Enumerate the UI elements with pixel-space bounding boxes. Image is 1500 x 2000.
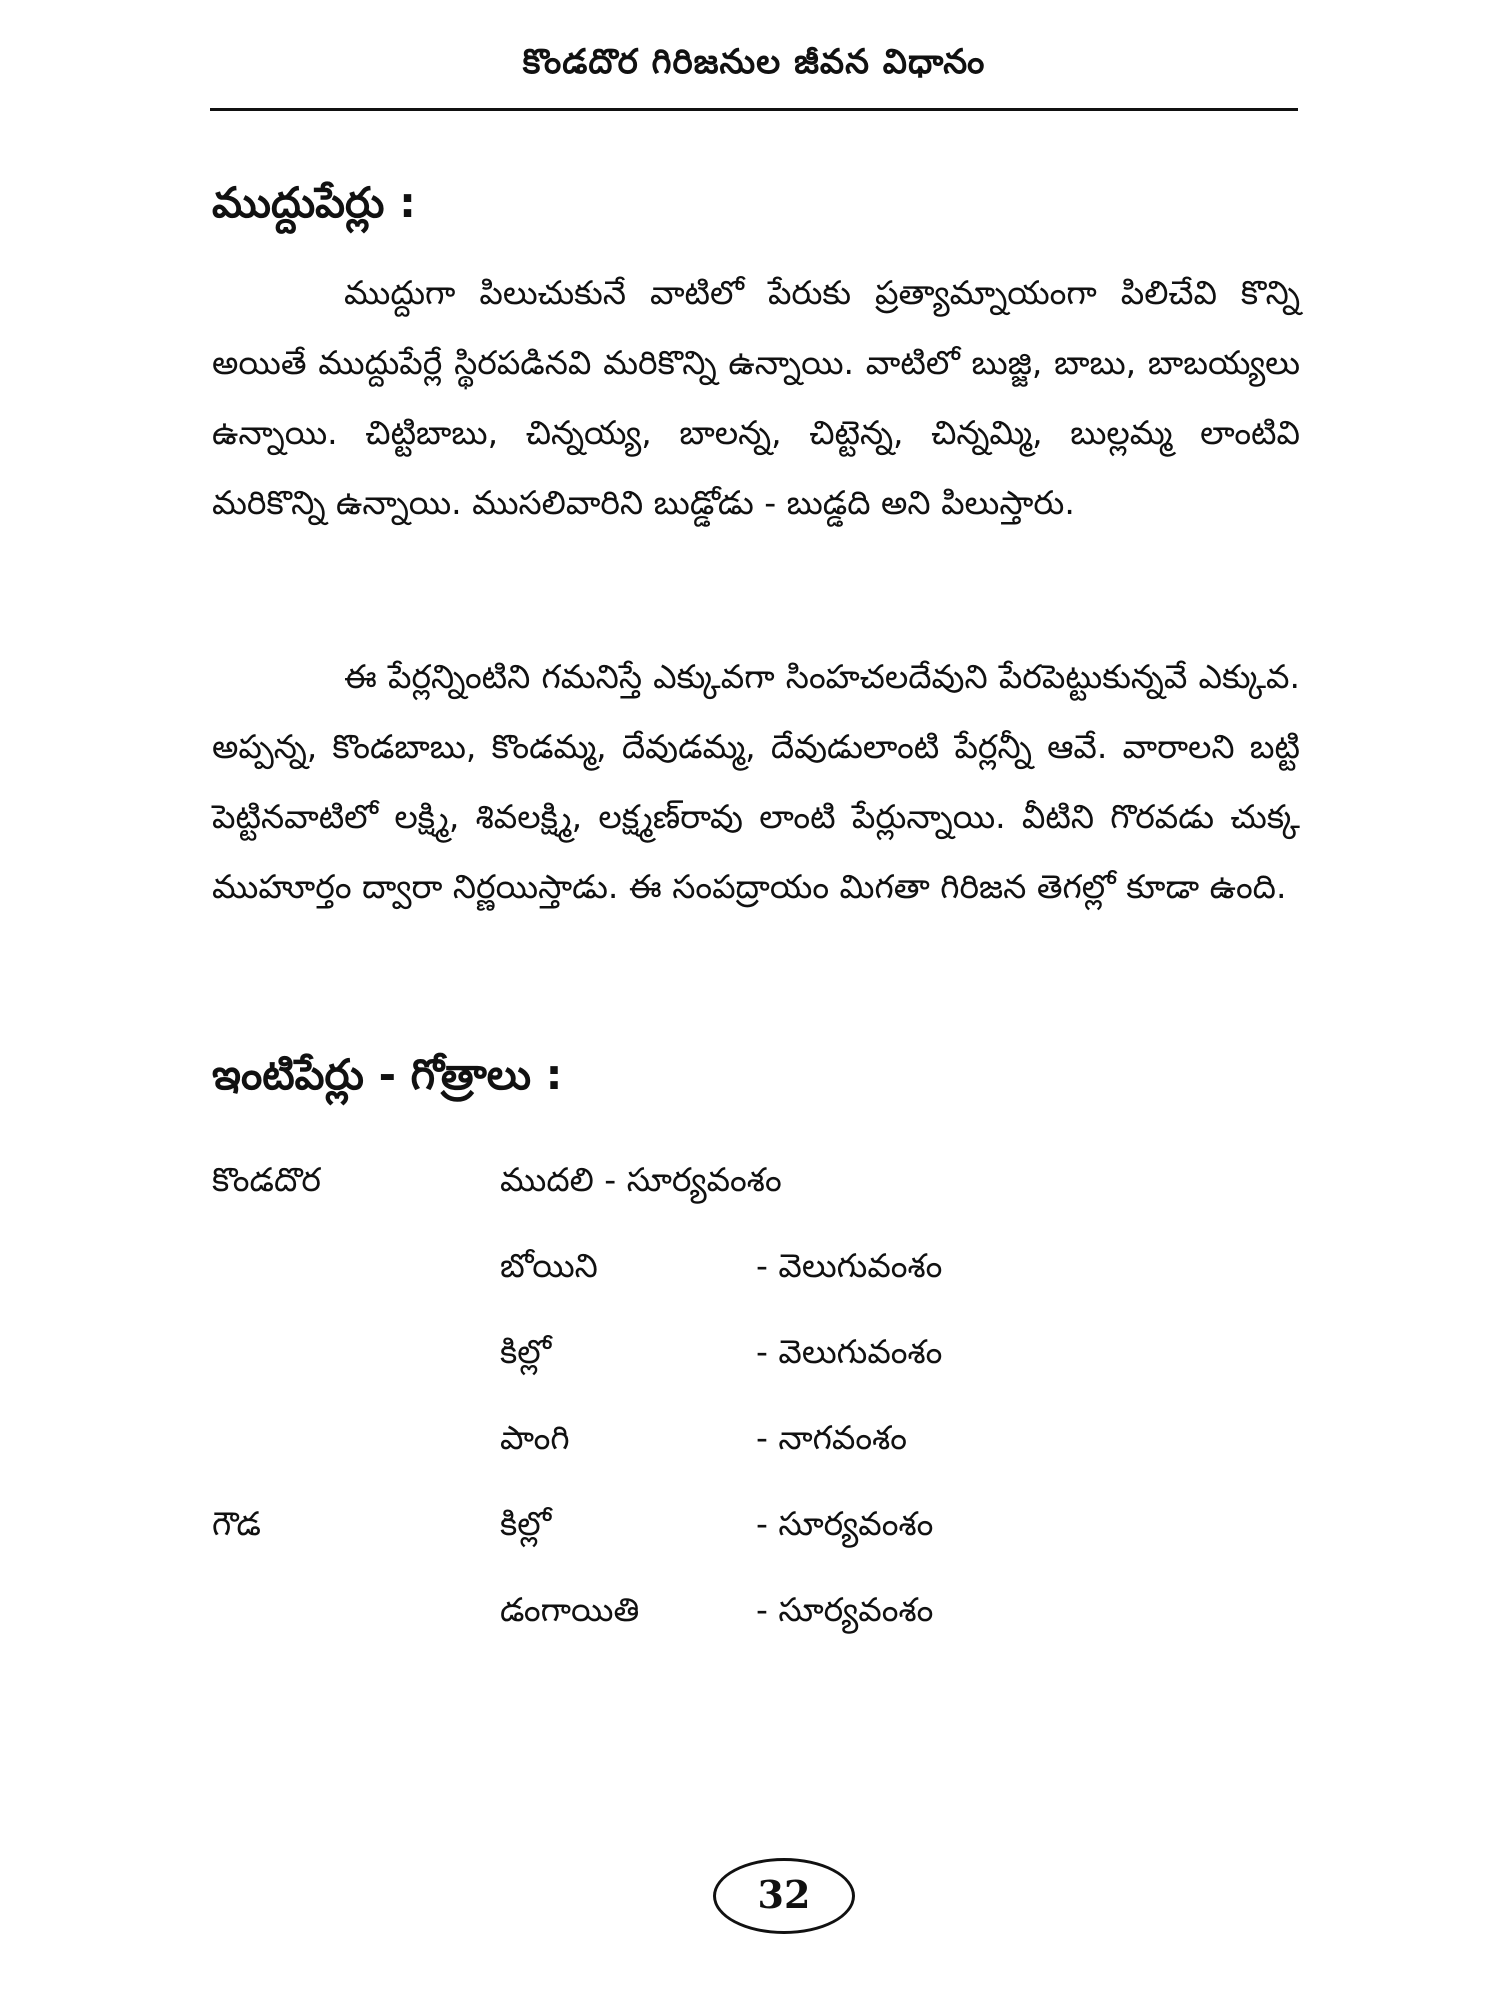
tribe-name: [212, 1570, 500, 1656]
paragraph-pet-names-1: ముద్దుగా పిలుచుకునే వాటిలో పేరుకు ప్రత్యామ్నాయంగా పిలిచేవి కొన్ని అయితే ముద్దుపేర్లే స్థిరపడినవి మరికొన్ని ఉన్నాయి. వాటిలో బుజ్జి, బాబు, బాబయ్యలు ఉన్నాయి. చిట్టిబాబు, చిన్నయ్య, బాలన్న, చిట్టెన్న, చిన్నమ్మి, బుల్లమ్మ లాంటివి మరికొన్ని ఉన్నాయి. ముసలివారిని బుడ్డోడు - బుడ్డది అని పిలుస్తారు.: [212, 273, 1300, 522]
table-row: [212, 1398, 1212, 1484]
tribe-name: [212, 1312, 500, 1398]
header-rule: [210, 108, 1298, 111]
surname: కిల్లో: [500, 1331, 552, 1371]
running-header: కొండదొర గిరిజనుల జీవన విధానం: [522, 42, 986, 82]
table-row: [212, 1312, 1212, 1398]
page-number: 32: [713, 1858, 855, 1934]
surname: బోయిని: [500, 1245, 598, 1285]
gotra: - సూర్యవంశం: [756, 1589, 934, 1629]
gotra: - వెలుగువంశం: [756, 1331, 943, 1371]
table-row: [212, 1140, 1212, 1226]
paragraph-pet-names-2: ఈ పేర్లన్నింటిని గమనిస్తే ఎక్కువగా సింహచలదేవుని పేరపెట్టుకున్నవే ఎక్కువ. అప్పన్న, కొండబాబు, కొండమ్మ, దేవుడమ్మ, దేవుడులాంటి పేర్లన్నీ ఆవే. వారాలని బట్టి పెట్టినవాటిలో లక్ష్మి, శివలక్ష్మి, లక్ష్మణ్‌రావు లాంటి పేర్లున్నాయి. వీటిని గొరవడు చుక్క ముహూర్తం ద్వారా నిర్ణయిస్తాడు. ఈ సంపద్రాయం మిగతా గిరిజన తెగల్లో కూడా ఉంది.: [212, 657, 1300, 906]
surname: కిల్లో: [500, 1503, 552, 1543]
surname: డంగాయితి: [500, 1589, 640, 1629]
section-heading-surnames-gotras: ఇంటిపేర్లు - గోత్రాలు :: [212, 1050, 563, 1099]
table-row: [212, 1570, 1212, 1656]
tribe-name: [212, 1226, 500, 1312]
table-row: [212, 1484, 1212, 1570]
gotra: - సూర్యవంశం: [756, 1503, 934, 1543]
section-heading-pet-names: ముద్దుపేర్లు :: [212, 178, 416, 227]
gotra: - వెలుగువంశం: [756, 1245, 943, 1285]
table-row: [212, 1226, 1212, 1312]
tribe-name: కొండదొర: [212, 1159, 321, 1199]
surname-gotra-table: [212, 1140, 1212, 1656]
surname-gotra-entry: ముదలి - సూర్యవంశం: [500, 1159, 782, 1199]
tribe-name: గౌడ: [212, 1503, 261, 1543]
tribe-name: [212, 1398, 500, 1484]
gotra: - నాగవంశం: [756, 1417, 907, 1457]
surname: పాంగి: [500, 1417, 570, 1457]
